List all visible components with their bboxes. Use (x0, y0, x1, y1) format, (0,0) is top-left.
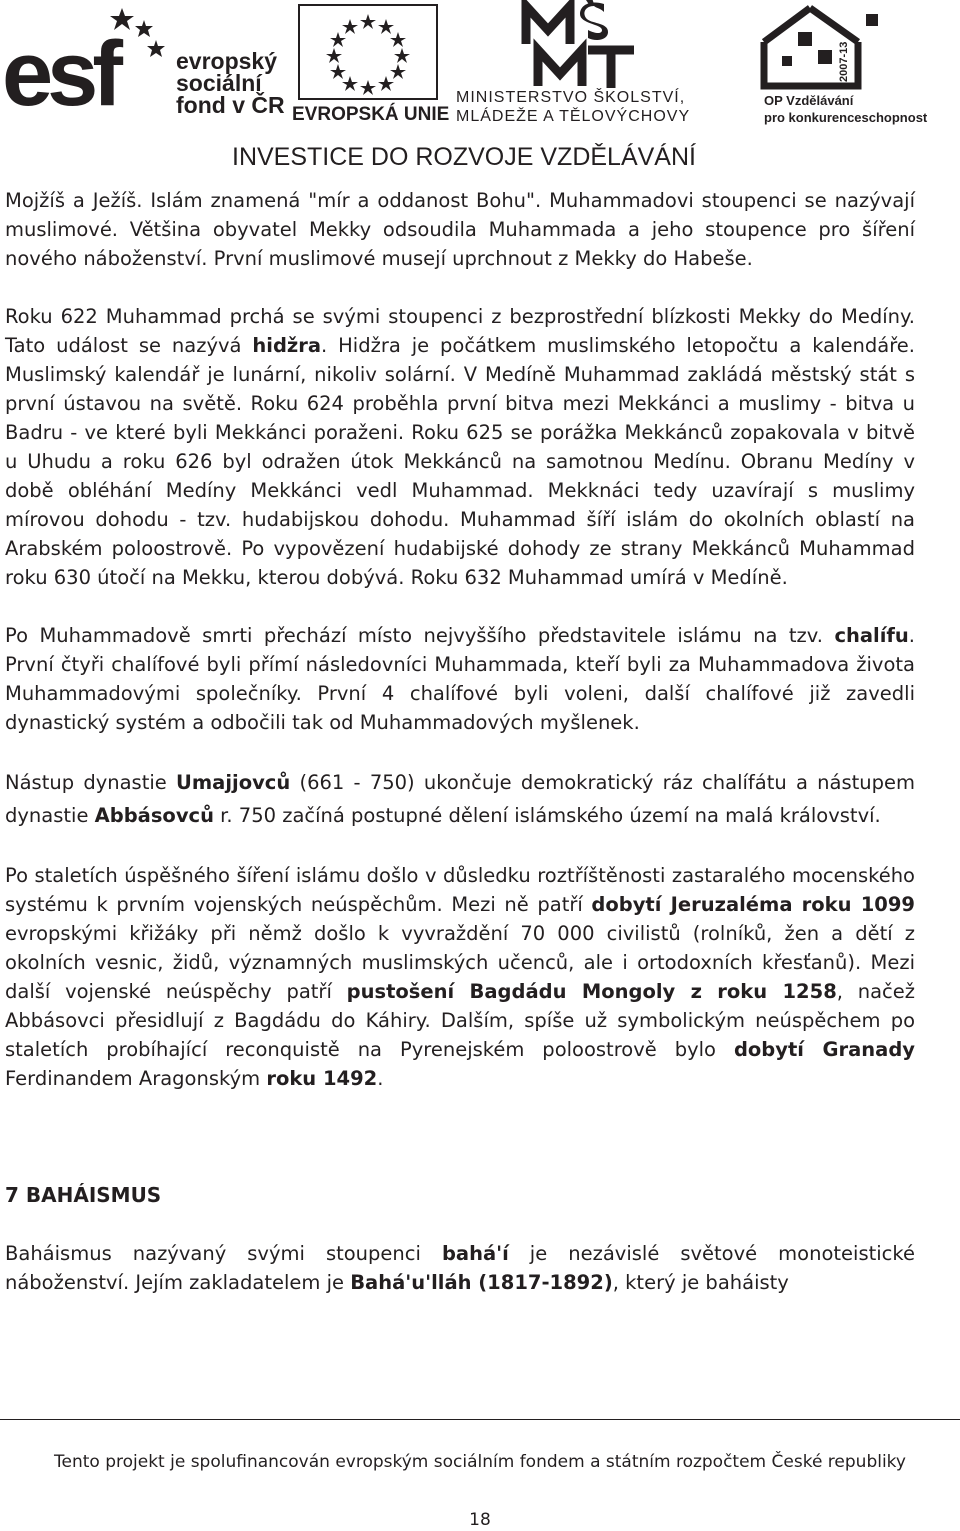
text-run: Baháismus nazývaný svými stoupenci (5, 1242, 442, 1265)
page-number: 18 (469, 1510, 491, 1530)
op-mark-icon (758, 2, 886, 90)
section-heading: 7 BAHÁISMUS (5, 1183, 162, 1207)
paragraph (5, 861, 915, 1093)
text-run: je nezávislé světové monoteistické náboženství. Jejím zakladatelem je (5, 1242, 915, 1294)
bold-term: dobytí Jeruzaléma roku 1099 (591, 893, 915, 916)
text-run: Po staletích úspěšného šíření islámu došlo v důsledku roztříštěnosti zastaralého mocenského systému k prvním vojenských neúspěchům. Mezi ně patří (5, 864, 915, 916)
text-run: . Hidžra je počátkem muslimského letopočtu a kalendáře. Muslimský kalendář je lunární, nikoliv solární. V Medíně Muhammad zakládá městský stát s první ústavou na světě. Roku 624 proběhla první bitva mezi Mekkánci a muslimy - bitva u Badru - ve které byli Mekkánci poraženi. Roku 625 se porážka Mekkánců zopakovala v bitvě u Uhudu a roku 626 byl odražen útok Mekkánců na samotnou Medínu. Obranu Medíny v době obléhání Medíny Mekkánci vedl Muhammad. Mekknáci tedy uzavírají s muslimy mírovou dohodu - tzv. hudabijskou dohodu. Muhammad šíří islám do okolních oblastí na Arabském poloostrově. Po vypovězení hudabijské dohody ze strany Mekkánců Muhammad roku 630 útočí na Mekku, kterou dobývá. Roku 632 Muhammad umírá v Medíně. (5, 334, 915, 589)
msmt-line: MLÁDEŽE A TĚLOVÝCHOVY (456, 108, 691, 125)
bold-term: chalífu (834, 624, 909, 647)
bold-term: bahá'í (441, 1242, 509, 1265)
bold-term: Umajjovců (176, 771, 291, 794)
text-run: (661 - 750) ukončuje demokratický ráz chalífátu a nástupem dynastie (5, 771, 915, 827)
eu-logo (292, 4, 452, 126)
text-run: Roku 622 Muhammad prchá se svými stoupenci z bezprostřední blízkosti Mekky do Medíny. Tato událost se nazývá (5, 305, 915, 357)
text-run: Po Muhammadově smrti přechází místo nejvyššího představitele islámu na tzv. (5, 624, 835, 647)
msmt-logo (456, 0, 716, 130)
paragraph: Mojžíš a Ježíš. Islám znamená "mír a oddanost Bohu". Muhammadovi stoupenci se nazývají muslimové. Většina obyvatel Mekky odsoudila Muhammada a jeho stoupence pro šíření nového náboženství. První muslimové musejí uprchnout z Mekky do Habeše. (5, 189, 915, 270)
esf-line: fond v ČR (176, 92, 285, 118)
text-run: , který je baháisty (612, 1271, 789, 1294)
text-run: r. 750 začíná postupné dělení islámského území na malá království. (213, 804, 881, 827)
op-logo-text (724, 92, 960, 126)
msmt-line: MINISTERSTVO ŠKOLSTVÍ, (456, 89, 686, 106)
esf-logo-text (176, 50, 285, 116)
document-body (5, 186, 915, 1297)
op-line: OP Vzdělávání (764, 93, 854, 108)
bold-term: Bahá'u'lláh (1817-1892) (350, 1271, 613, 1294)
text-run: . (377, 1067, 384, 1090)
bold-term: Abbásovců (94, 804, 214, 827)
esf-line: evropský (176, 48, 278, 74)
esf-logo (0, 0, 290, 130)
bold-term: pustošení Bagdádu Mongoly z roku 1258 (346, 980, 837, 1003)
eu-logo-text: EVROPSKÁ UNIE (292, 104, 450, 125)
text-run: , načež Abbásovci přesidlují z Bagdádu do Káhiry. Dalším, spíše už symbolickým neúspěchem po staletích probíhající reconquistě na Pyrenejském poloostrově bylo (5, 980, 915, 1061)
paragraph (5, 302, 915, 592)
text-run: Ferdinandem Aragonským (5, 1067, 267, 1090)
text-run: evropskými křižáky při němž došlo k vyvraždění 70 000 civilistů (rolníků, žen a dětí z okolních vesnic, židů, významných muslimských učenců, ale i ortodoxních křesťanů). Mezi další vojenské neúspěchy patří (5, 922, 915, 1003)
msmt-mark-icon (516, 0, 656, 90)
page-header (0, 0, 960, 180)
op-year: 2007-13 (838, 41, 850, 82)
esf-logo-mark: esf (2, 23, 117, 125)
paragraph (5, 766, 915, 832)
footer-divider (0, 1419, 960, 1420)
investice-slogan: INVESTICE DO ROZVOJE VZDĚLÁVÁNÍ (232, 143, 696, 171)
paragraph (5, 1239, 915, 1297)
text-run: . První čtyři chalífové byli přímí následovníci Muhammada, kteří byli za Muhammadova života Muhammadovými společníky. První 4 chalífové byli voleni, další chalífové již zavedli dynastický systém a odbočili tak od Muhammadových myšlenek. (5, 624, 915, 734)
bold-term: hidžra (252, 334, 322, 357)
eu-flag-icon (298, 4, 438, 100)
text-run: Nástup dynastie (5, 771, 177, 794)
bold-term: roku 1492 (266, 1067, 378, 1090)
msmt-logo-text (456, 88, 716, 126)
bold-term: dobytí Granady (733, 1038, 916, 1061)
footer-text: Tento projekt je spolufinancován evropským sociálním fondem a státním rozpočtem České republiky (54, 1452, 906, 1472)
op-line: pro konkurenceschopnost (764, 110, 928, 125)
esf-line: sociální (176, 70, 262, 96)
paragraph (5, 621, 915, 737)
